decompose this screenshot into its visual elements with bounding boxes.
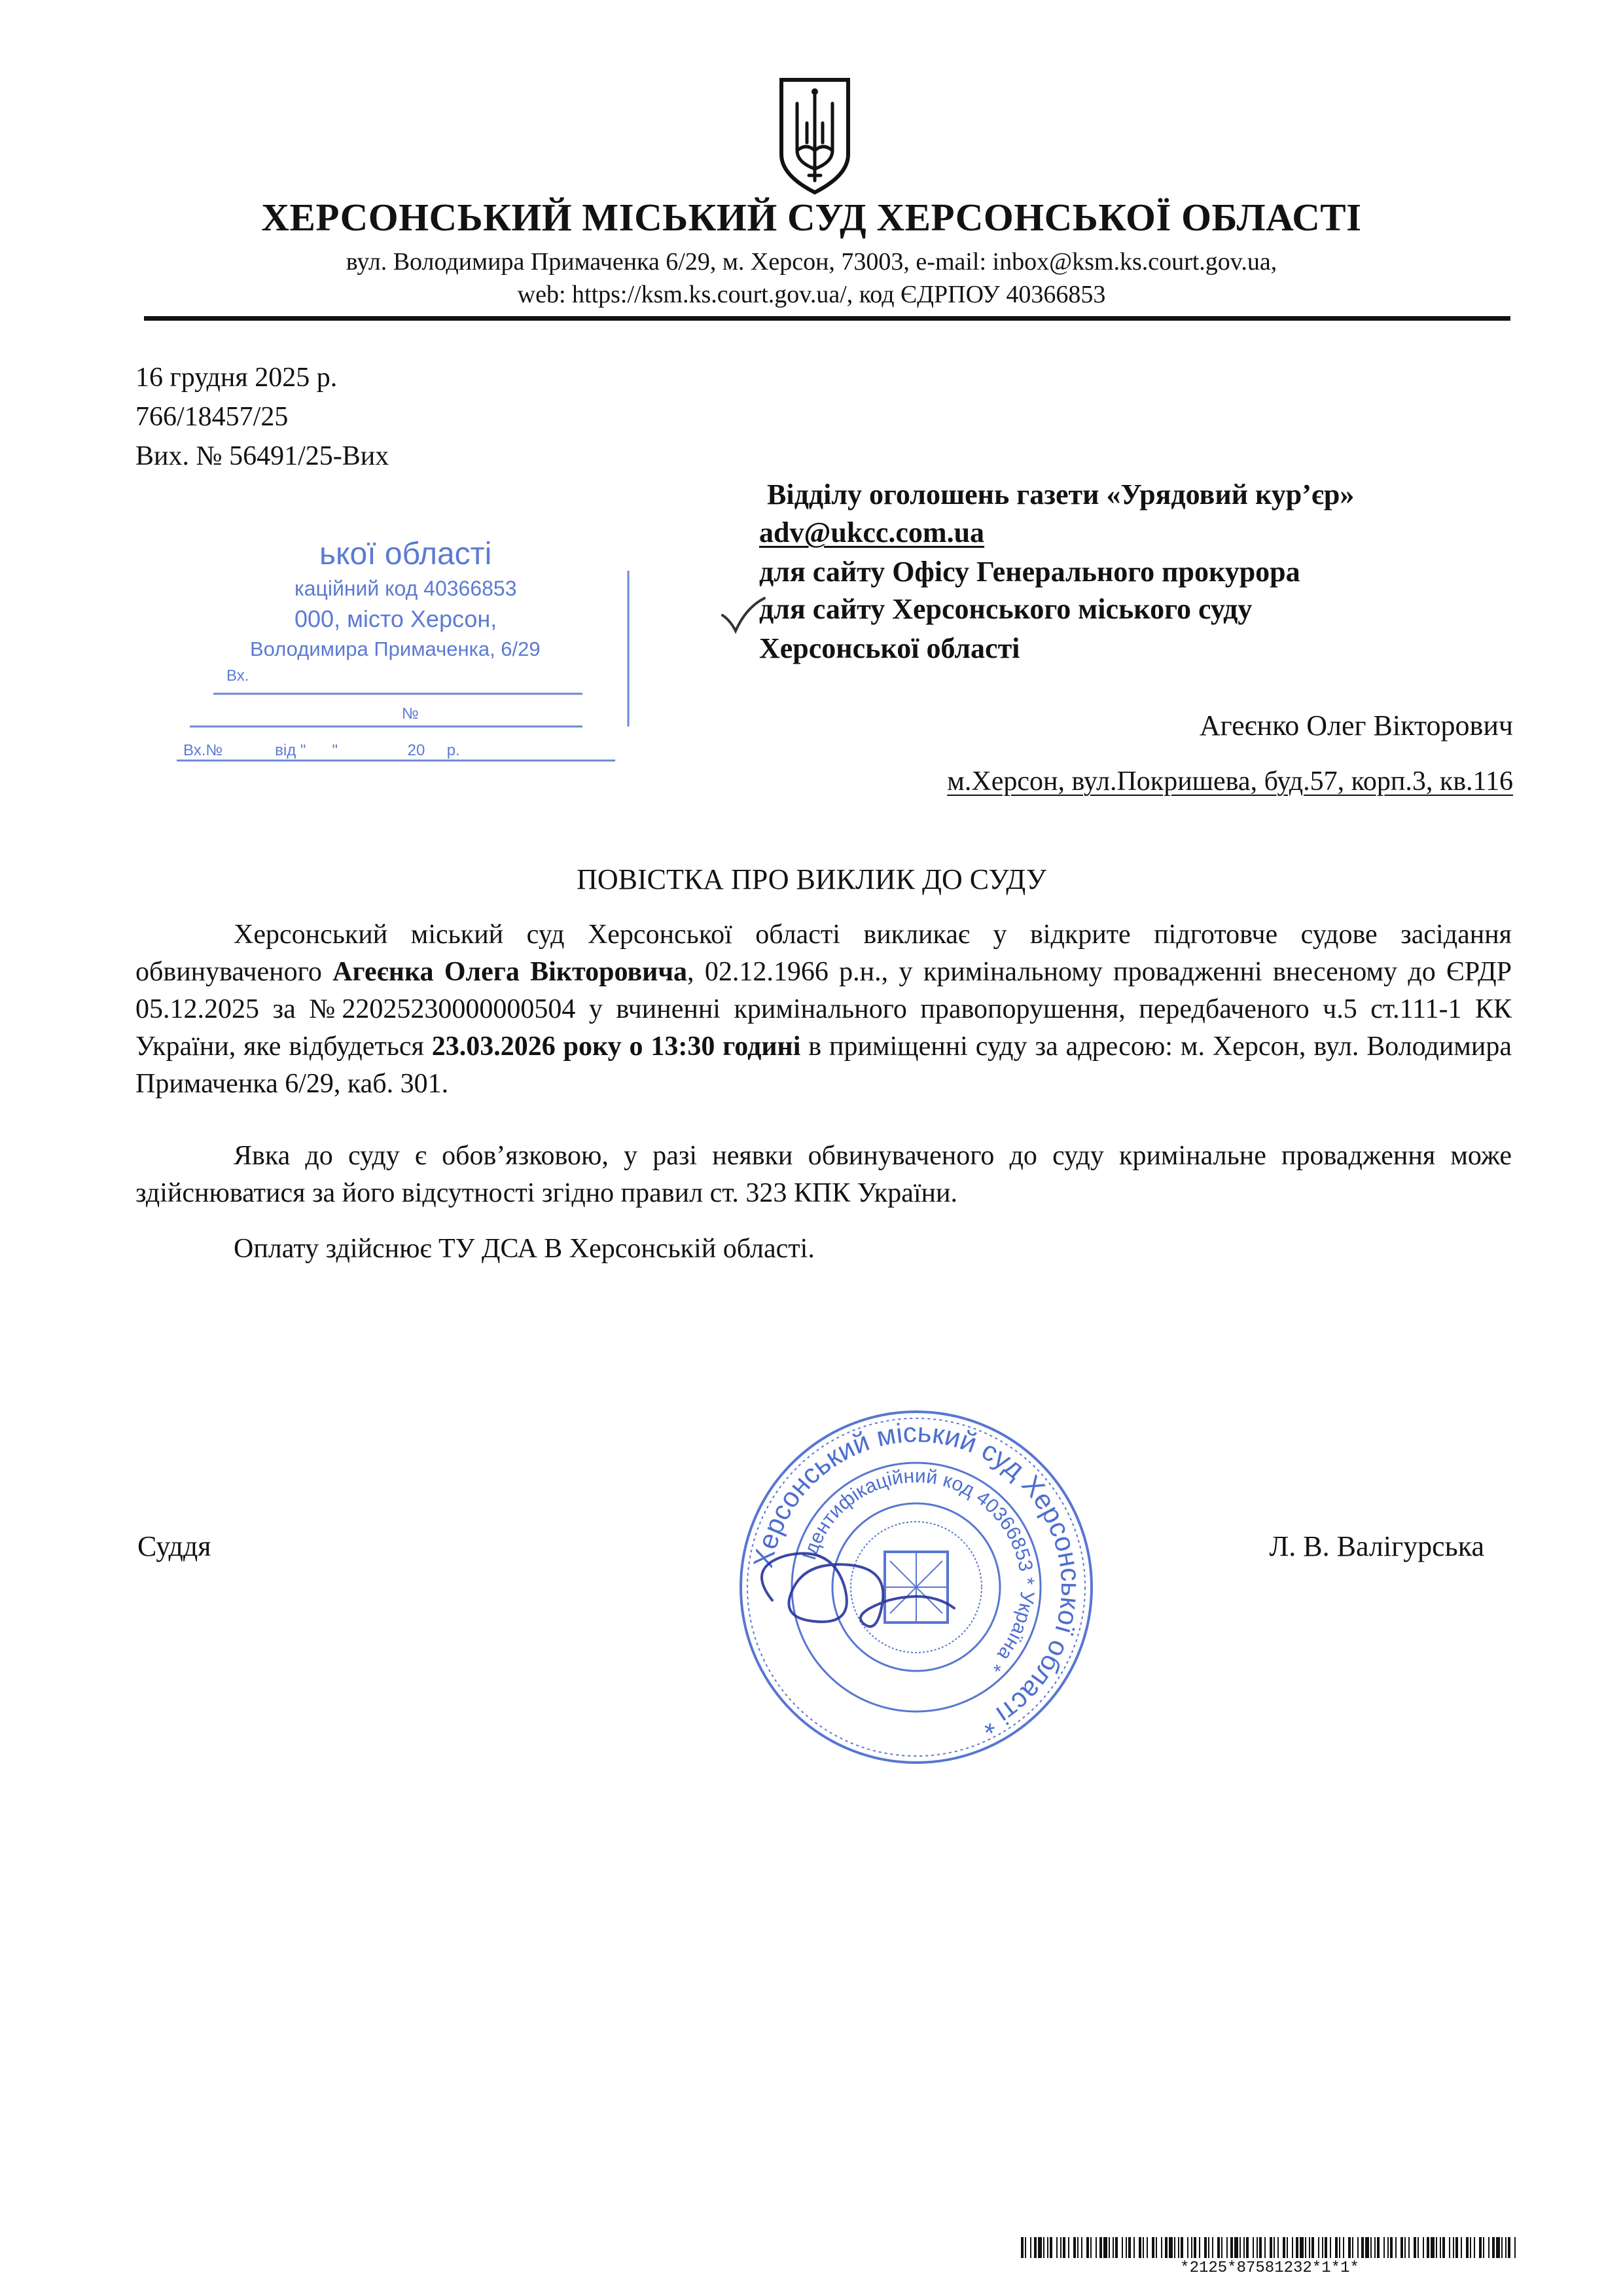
payment-paragraph: Оплату здійснює ТУ ДСА В Херсонській області. bbox=[234, 1234, 815, 1264]
barcode-bar bbox=[1449, 2237, 1450, 2258]
barcode-bar bbox=[1505, 2237, 1507, 2258]
barcode-bar bbox=[1115, 2237, 1118, 2258]
outgoing-number: Вих. № 56491/25-Вих bbox=[135, 441, 389, 471]
barcode-bar bbox=[1034, 2237, 1037, 2258]
barcode-bar bbox=[1226, 2237, 1228, 2258]
barcode-bar bbox=[1474, 2237, 1475, 2258]
court-web-code-line: web: https://ksm.ks.court.gov.ua/, код ЄДРПОУ 40366853 bbox=[517, 281, 1106, 308]
barcode-bar bbox=[1404, 2237, 1406, 2258]
barcode-bar bbox=[1243, 2237, 1245, 2258]
barcode-bar bbox=[1181, 2237, 1183, 2258]
barcode-bar bbox=[1423, 2237, 1424, 2258]
stamp-line-5: Вх. bbox=[226, 667, 249, 685]
barcode-bar bbox=[1496, 2237, 1500, 2258]
barcode-bar bbox=[1387, 2237, 1389, 2258]
barcode-bar bbox=[1414, 2237, 1416, 2258]
barcode-bar bbox=[1068, 2237, 1069, 2258]
barcode-bar bbox=[1427, 2237, 1429, 2258]
recipient-prosecutor-site: для сайту Офісу Генерального прокурора bbox=[759, 556, 1300, 588]
barcode-bar bbox=[1264, 2237, 1266, 2258]
barcode-bar bbox=[1187, 2237, 1188, 2258]
barcode-bar bbox=[1488, 2237, 1489, 2258]
barcode-bar bbox=[1470, 2237, 1471, 2258]
barcode-bar bbox=[1113, 2237, 1114, 2258]
barcode-bar bbox=[1330, 2237, 1331, 2258]
barcode-bar bbox=[1259, 2237, 1262, 2258]
barcode-bar bbox=[1395, 2237, 1397, 2258]
barcode-bar bbox=[1466, 2237, 1469, 2258]
barcode-bar bbox=[1508, 2237, 1510, 2258]
barcode-bar bbox=[1109, 2237, 1110, 2258]
barcode-bar bbox=[1283, 2237, 1285, 2258]
barcode-bar bbox=[1025, 2237, 1026, 2258]
barcode-bar bbox=[1050, 2237, 1052, 2258]
barcode-bar bbox=[1090, 2237, 1092, 2258]
barcode-bar bbox=[1274, 2237, 1275, 2258]
barcode-bar bbox=[1086, 2237, 1089, 2258]
barcode-bar bbox=[1152, 2237, 1154, 2258]
barcode-bar bbox=[1479, 2237, 1482, 2258]
barcode-bar bbox=[1408, 2237, 1410, 2258]
barcode-bar bbox=[1343, 2237, 1344, 2258]
barcode-bar bbox=[1191, 2237, 1192, 2258]
barcode-bar bbox=[1128, 2237, 1131, 2258]
barcode-bar bbox=[1208, 2237, 1209, 2258]
barcode-bar bbox=[1073, 2237, 1076, 2258]
barcode-bar bbox=[1103, 2237, 1107, 2258]
barcode-bar bbox=[1038, 2237, 1042, 2258]
barcode-bar bbox=[1339, 2237, 1340, 2258]
hearing-datetime: 23.03.2026 року о 13:30 годині bbox=[431, 1031, 801, 1062]
barcode-bar bbox=[1165, 2237, 1168, 2258]
summons-paragraph: Херсонський міський суд Херсонської області викликає у відкрите підготовче судове засідання обвинуваченого Агеєнка Олега Вікторовича, 02.12.1966 р.н., у кримінальному провадженні внесеному до ЄРДР 05.12.2025 за №22025230000000504 у вчиненні кримінального правопорушення, передбаченого ч.5 ст.111-1 КК України, яке відбудеться 23.03.2026 року о 13:30 годині в приміщенні суду за адресою: м. Херсон, вул. Володимира Примаченка 6/29, каб. 301. bbox=[135, 920, 1512, 1099]
barcode-bar bbox=[1030, 2237, 1031, 2258]
barcode-bar bbox=[1442, 2237, 1445, 2258]
stamp-line-2: кацiйний код 40366853 bbox=[294, 577, 517, 600]
barcode-bar bbox=[1335, 2237, 1338, 2258]
barcode-bar bbox=[1156, 2237, 1157, 2258]
barcode-bar bbox=[1147, 2237, 1148, 2258]
barcode-bar bbox=[1287, 2237, 1288, 2258]
barcode-bar bbox=[1060, 2237, 1061, 2258]
barcode-bar bbox=[1133, 2237, 1135, 2258]
barcode-bar bbox=[1292, 2237, 1293, 2258]
recipient-newspaper: Відділу оголошень газети «Урядовий кур’єр» bbox=[767, 478, 1355, 511]
court-address-line: вул. Володимира Примаченка 6/29, м. Херсон, 73003, e-mail: inbox@ksm.ks.court.gov.ua, bbox=[346, 248, 1277, 276]
barcode-bar bbox=[1453, 2237, 1454, 2258]
barcode-bar bbox=[1021, 2237, 1024, 2258]
defendant-name: Агеєнка Олега Вікторовича bbox=[332, 957, 688, 987]
court-round-seal bbox=[733, 1404, 1099, 1770]
stamp-line-1: ької області bbox=[319, 537, 492, 571]
barcode-bar bbox=[1257, 2237, 1258, 2258]
stamp-line-3: 000, мiсто Херсон, bbox=[294, 605, 497, 632]
recipient-email: adv@ukcc.com.ua bbox=[759, 516, 985, 548]
barcode-number: *2125*87581232*1*1* bbox=[1180, 2259, 1359, 2277]
handwritten-signature bbox=[762, 1553, 954, 1626]
barcode-bar bbox=[1361, 2237, 1364, 2258]
barcode-bar bbox=[1492, 2237, 1495, 2258]
barcode-bar bbox=[1431, 2237, 1435, 2258]
barcode-bar bbox=[1305, 2237, 1306, 2258]
barcode-bar bbox=[1325, 2237, 1327, 2258]
barcode-bar bbox=[1099, 2237, 1102, 2258]
barcode-bar bbox=[1230, 2237, 1233, 2258]
document-barcode bbox=[1021, 2237, 1518, 2258]
seal-outer-text: Херсонський міський суд Херсонської області * bbox=[747, 1416, 1087, 1741]
seal-inner-text: Ідентифікаційний код 40366853 * Україна * bbox=[798, 1465, 1039, 1676]
barcode-bar bbox=[1440, 2237, 1441, 2258]
barcode-bar bbox=[1246, 2237, 1249, 2258]
barcode-bar bbox=[1455, 2237, 1458, 2258]
stamp-bottom-line: Вх.№ від " " 20 р. bbox=[183, 742, 460, 759]
barcode-bar bbox=[1318, 2237, 1319, 2258]
document-date: 16 грудня 2025 р. bbox=[135, 363, 338, 393]
coat-of-arms-emblem bbox=[777, 77, 852, 196]
barcode-bar bbox=[1174, 2237, 1175, 2258]
court-name-heading: ХЕРСОНСЬКИЙ МІСЬКИЙ СУД ХЕРСОНСЬКОЇ ОБЛАСТІ bbox=[261, 196, 1362, 239]
barcode-bar bbox=[1122, 2237, 1123, 2258]
case-number: 766/18457/25 bbox=[135, 402, 289, 432]
barcode-bar bbox=[1047, 2237, 1048, 2258]
recipient-court-site: для сайту Херсонського міського суду bbox=[759, 593, 1253, 625]
barcode-bar bbox=[1348, 2237, 1351, 2258]
barcode-bar bbox=[1352, 2237, 1353, 2258]
barcode-bar bbox=[1178, 2237, 1179, 2258]
barcode-bar bbox=[1357, 2237, 1359, 2258]
barcode-bar bbox=[1204, 2237, 1207, 2258]
barcode-bar bbox=[1436, 2237, 1437, 2258]
barcode-bar bbox=[1077, 2237, 1079, 2258]
barcode-bar bbox=[1212, 2237, 1213, 2258]
barcode-bar bbox=[1296, 2237, 1298, 2258]
barcode-bar bbox=[1370, 2237, 1372, 2258]
addressee-address: м.Херсон, вул.Покришева, буд.57, корп.3, кв.116 bbox=[947, 766, 1513, 797]
header-divider bbox=[144, 316, 1510, 321]
barcode-bar bbox=[1300, 2237, 1304, 2258]
barcode-bar bbox=[1221, 2237, 1222, 2258]
recipient-court-region: Херсонської області bbox=[759, 632, 1020, 664]
barcode-bar bbox=[1514, 2237, 1516, 2258]
barcode-bar bbox=[1418, 2237, 1419, 2258]
barcode-bar bbox=[1081, 2237, 1082, 2258]
stamp-line-4: Володимира Примаченка, 6/29 bbox=[250, 637, 541, 660]
barcode-bar bbox=[1139, 2237, 1141, 2258]
barcode-bar bbox=[1194, 2237, 1196, 2258]
barcode-bar bbox=[1169, 2237, 1173, 2258]
barcode-bar bbox=[1400, 2237, 1403, 2258]
addressee-name: Агеєнко Олег Вікторович bbox=[1199, 709, 1513, 742]
barcode-bar bbox=[1161, 2237, 1162, 2258]
barcode-bar bbox=[1056, 2237, 1058, 2258]
barcode-bar bbox=[1240, 2237, 1241, 2258]
barcode-bar bbox=[1143, 2237, 1144, 2258]
barcode-bar bbox=[1383, 2237, 1385, 2258]
barcode-bar bbox=[1270, 2237, 1272, 2258]
attendance-paragraph: Явка до суду є обов’язковою, у разі неявки обвинуваченого до суду кримінальне провадження може здійснюватися за його відсутності згідно правил ст. 323 КПК України. bbox=[135, 1141, 1512, 1208]
barcode-bar bbox=[1311, 2237, 1314, 2258]
barcode-bar bbox=[1483, 2237, 1484, 2258]
barcode-bar bbox=[1277, 2237, 1279, 2258]
incoming-registration-stamp bbox=[164, 530, 635, 772]
stamp-number-label: № bbox=[402, 705, 419, 723]
barcode-bar bbox=[1377, 2237, 1380, 2258]
barcode-bar bbox=[1365, 2237, 1369, 2258]
barcode-bar bbox=[1322, 2237, 1323, 2258]
barcode-bar bbox=[1126, 2237, 1127, 2258]
barcode-bar bbox=[1063, 2237, 1065, 2258]
judge-label: Суддя bbox=[137, 1530, 211, 1562]
barcode-bar bbox=[1199, 2237, 1200, 2258]
document-title: ПОВІСТКА ПРО ВИКЛИК ДО СУДУ bbox=[577, 863, 1046, 895]
barcode-bar bbox=[1374, 2237, 1376, 2258]
barcode-bar bbox=[1253, 2237, 1254, 2258]
barcode-bar bbox=[1234, 2237, 1238, 2258]
barcode-bar bbox=[1309, 2237, 1310, 2258]
barcode-bar bbox=[1390, 2237, 1393, 2258]
barcode-bar bbox=[1096, 2237, 1097, 2258]
barcode-bar bbox=[1217, 2237, 1220, 2258]
barcode-bar bbox=[1501, 2237, 1503, 2258]
judge-name: Л. В. Валігурська bbox=[1269, 1530, 1484, 1562]
barcode-bar bbox=[1461, 2237, 1462, 2258]
barcode-bar bbox=[1043, 2237, 1044, 2258]
